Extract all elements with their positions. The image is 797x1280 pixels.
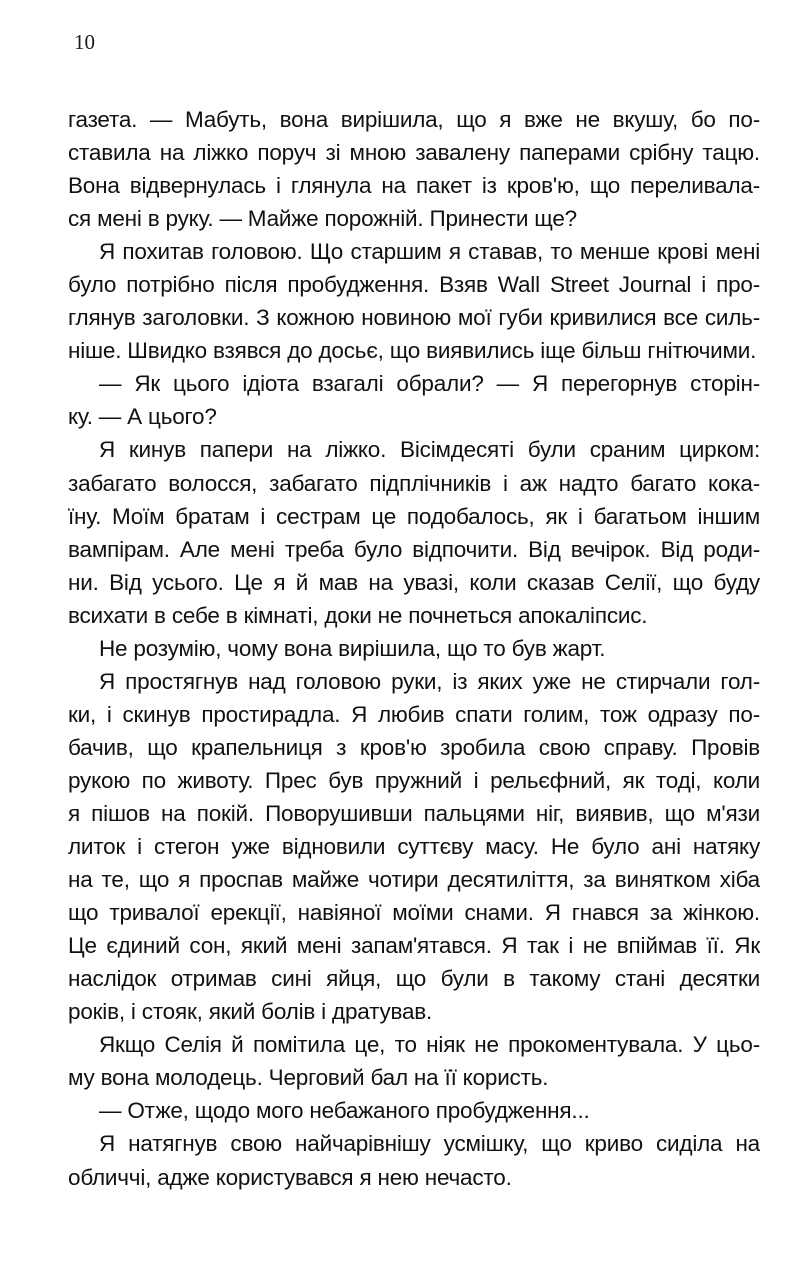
text-line: ся мені в руку. — Майже порожній. Принести ще? [68, 206, 577, 232]
text-line: бачив, що крапельниця з кров'ю зробила свою справу. Провів [68, 734, 760, 760]
text-line: глянув заголовки. З кожною новиною мої губи кривилися все силь- [68, 305, 760, 331]
text-line: — Як цього ідіота взагалі обрали? — Я перегорнув сторін- [99, 371, 760, 397]
text-line: рукою по животу. Прес був пружний і рельєфний, як тоді, коли [68, 767, 760, 793]
text-line: їну. Моїм братам і сестрам це подобалось, як і багатьом іншим [68, 503, 760, 529]
text-line: Я кинув папери на ліжко. Вісімдесяті були сраним цирком: [99, 437, 760, 463]
text-line: Не розумію, чому вона вирішила, що то був жарт. [99, 635, 606, 661]
text-line: на те, що я проспав майже чотири десятиліття, за винятком хіба [68, 867, 760, 893]
text-line: Я натягнув свою найчарівнішу усмішку, що криво сиділа на [99, 1131, 760, 1157]
text-line: обличчі, адже користувався я нею нечасто. [68, 1164, 512, 1190]
page-number: 10 [74, 30, 95, 54]
text-line: Вона відвернулась і глянула на пакет із кров'ю, що переливала- [68, 173, 760, 199]
text-line: ку. — А цього? [68, 404, 217, 430]
text-line: всихати в себе в кімнаті, доки не почнеться апокаліпсис. [68, 602, 648, 628]
text-line: Це єдиний сон, який мені запам'ятався. Я так і не впіймав її. Як [68, 933, 760, 959]
text-line: забагато волосся, забагато підплічників і аж надто багато кока- [68, 470, 760, 496]
text-line: — Отже, щодо мого небажаного пробудження... [99, 1098, 590, 1124]
text-line: Я простягнув над головою руки, із яких уже не стирчали гол- [99, 668, 760, 694]
text-line: Я похитав головою. Що старшим я ставав, то менше крові мені [99, 239, 760, 265]
text-line: років, і стояк, який болів і дратував. [68, 999, 433, 1025]
text-line: литок і стегон уже відновили суттєву масу. Не було ані натяку [68, 834, 760, 860]
text-line: ки, і скинув простирадла. Я любив спати голим, тож одразу по- [68, 701, 760, 727]
text-line: вампірам. Але мені треба було відпочити. Від вечірок. Від роди- [68, 536, 760, 562]
text-line: му вона молодець. Черговий бал на її користь. [68, 1065, 549, 1091]
text-line: ни. Від усього. Це я й мав на увазі, коли сказав Селії, що буду [68, 569, 760, 595]
text-line: ніше. Швидко взявся до досьє, що виявились іще більш гнітючими. [68, 338, 757, 364]
text-line: газета. — Мабуть, вона вирішила, що я вже не вкушу, бо по- [68, 107, 760, 132]
text-line: Якщо Селія й помітила це, то ніяк не прокоментувала. У цьо- [99, 1032, 760, 1058]
text-line: ставила на ліжко поруч зі мною завалену паперами срібну тацю. [68, 140, 760, 166]
text-line: було потрібно після пробудження. Взяв Wall Street Journal і про- [68, 272, 760, 298]
body-text [68, 103, 760, 1194]
text-line: наслідок отримав сині яйця, що були в такому стані десятки [68, 966, 760, 992]
text-line: я пішов на покій. Поворушивши пальцями ніг, виявив, що м'язи [68, 800, 760, 826]
text-line: що тривалої ерекції, навіяної моїми снами. Я гнався за жінкою. [68, 900, 760, 926]
